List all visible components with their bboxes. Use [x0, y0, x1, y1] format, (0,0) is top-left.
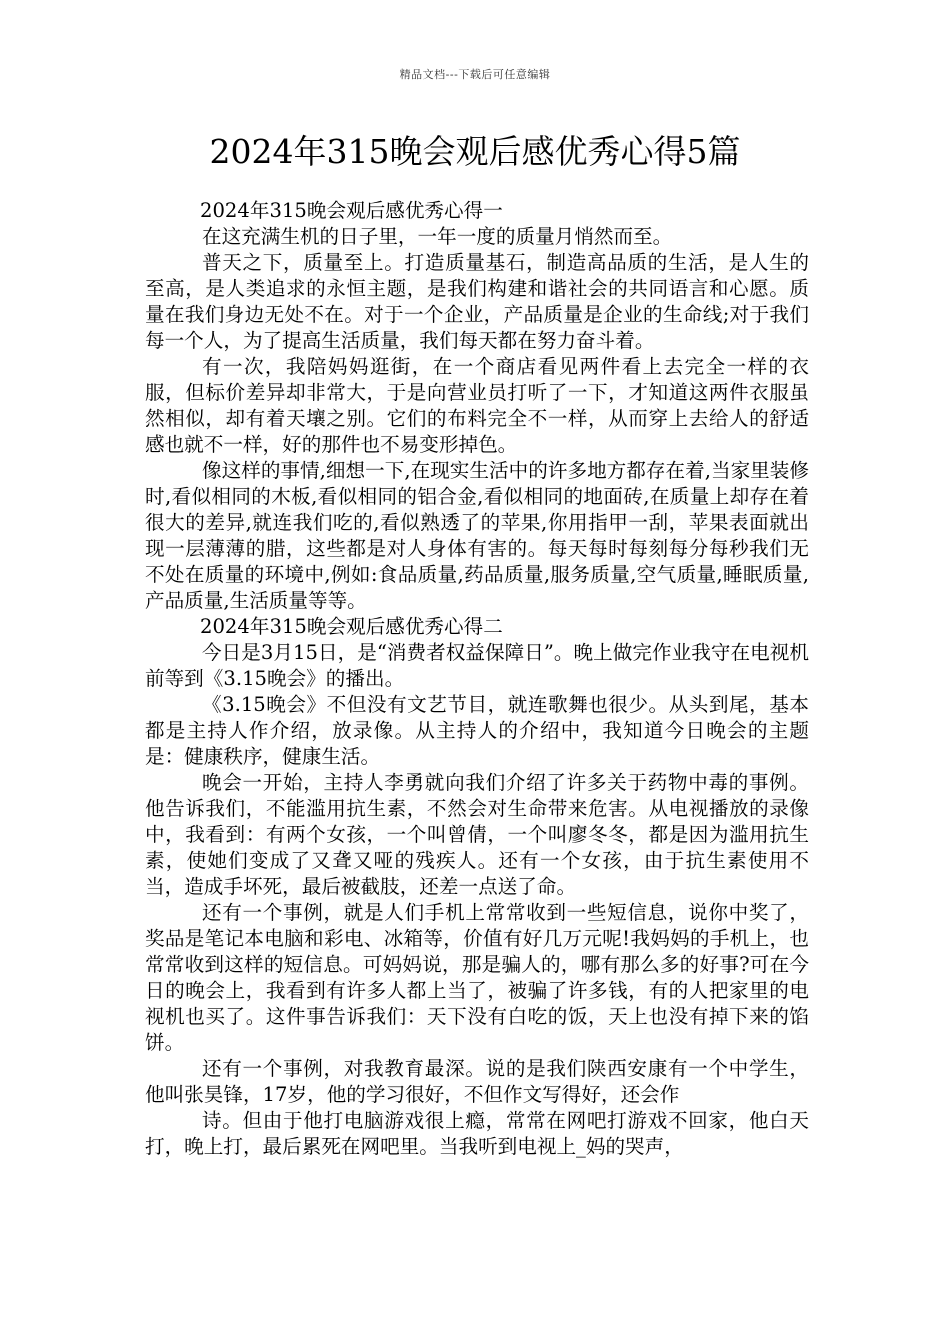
paragraph: 晚会一开始，主持人李勇就向我们介绍了许多关于药物中毒的事例。他告诉我们，不能滥用抗生素，不然会对生命带来危害。从电视播放的录像中，我看到：有两个女孩，一个叫曾倩，一个叫廖冬冬，都是因为滥用抗生素，使她们变成了又聋又哑的残疾人。还有一个女孩，由于抗生素使用不当，造成手坏死，最后被截肢，还差一点送了命。	[145, 771, 809, 898]
document-body	[145, 198, 809, 1160]
paragraph: 今日是3月15日，是“消费者权益保障日”。晚上做完作业我守在电视机前等到《3.15晚会》的播出。	[145, 641, 809, 690]
paragraph: 诗。但由于他打电脑游戏很上瘾，常常在网吧打游戏不回家，他白天打，晚上打，最后累死在网吧里。当我听到电视上_妈的哭声，	[145, 1109, 809, 1158]
section-heading-2: 2024年315晚会观后感优秀心得二	[200, 615, 503, 638]
paragraph: 有一次，我陪妈妈逛街，在一个商店看见两件看上去完全一样的衣服，但标价差异却非常大，于是向营业员打听了一下，才知道这两件衣服虽然相似，却有着天壤之别。它们的布料完全不一样，从而穿上去给人的舒适感也就不一样，好的那件也不易变形掉色。	[145, 355, 809, 456]
document-title: 2024年315晚会观后感优秀心得5篇	[209, 132, 741, 171]
paragraph: 在这充满生机的日子里，一年一度的质量月悄然而至。	[202, 225, 673, 248]
paragraph: 普天之下，质量至上。打造质量基石，制造高品质的生活，是人生的至高，是人类追求的永恒主题，是我们构建和谐社会的共同语言和心愿。质量在我们身边无处不在。对于一个企业，产品质量是企业的生命线;对于我们每一个人，为了提高生活质量，我们每天都在努力奋斗着。	[145, 251, 809, 352]
paragraph: 《3.15晚会》不但没有文艺节目，就连歌舞也很少。从头到尾，基本都是主持人作介绍，放录像。从主持人的介绍中，我知道今日晚会的主题是：健康秩序，健康生活。	[145, 693, 809, 768]
paragraph: 还有一个事例，就是人们手机上常常收到一些短信息，说你中奖了，奖品是笔记本电脑和彩电、冰箱等，价值有好几万元呢!我妈妈的手机上，也常常收到这样的短信息。可妈妈说，那是骗人的，哪有那么多的好事?可在今日的晚会上，我看到有许多人都上当了，被骗了许多钱，有的人把家里的电视机也买了。这件事告诉我们：天下没有白吃的饭，天上也没有掉下来的馅饼。	[145, 901, 809, 1054]
paragraph: 还有一个事例，对我教育最深。说的是我们陕西安康有一个中学生，他叫张昊锋，17岁，他的学习很好，不但作文写得好，还会作	[145, 1057, 809, 1106]
paragraph: 像这样的事情,细想一下,在现实生活中的许多地方都存在着,当家里装修时,看似相同的木板,看似相同的铝合金,看似相同的地面砖,在质量上却存在着很大的差异,就连我们吃的,看似熟透了的苹果,你用指甲一刮，苹果表面就出现一层薄薄的腊，这些都是对人身体有害的。每天每时每刻每分每秒我们无不处在质量的环境中,例如:食品质量,药品质量,服务质量,空气质量,睡眠质量,产品质量,生活质量等等。	[145, 459, 809, 612]
section-heading-1: 2024年315晚会观后感优秀心得一	[200, 199, 503, 222]
page-header: 精品文档---下载后可任意编辑	[399, 68, 551, 81]
